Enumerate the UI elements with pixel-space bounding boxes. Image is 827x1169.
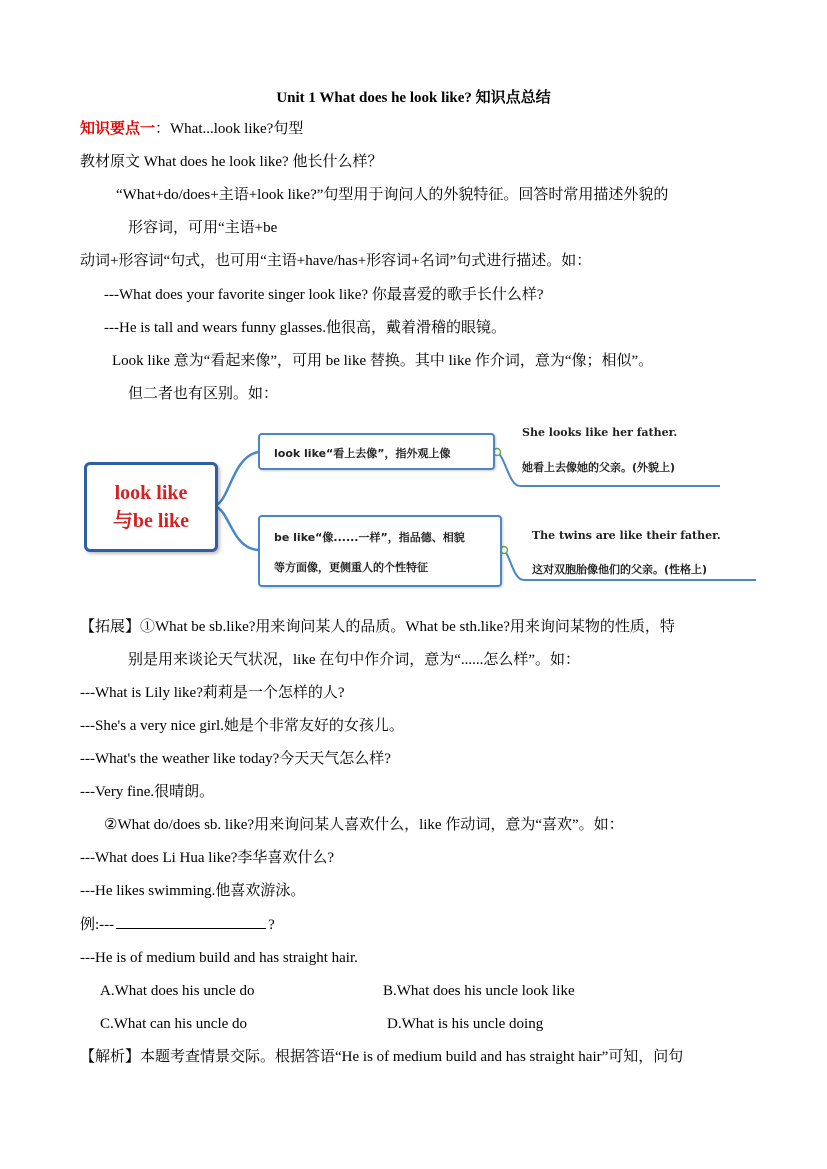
option-b[interactable]: B.What does his uncle look like [383, 983, 575, 999]
knowledge-point-1 [80, 119, 303, 139]
question-answer-line: ---He is of medium build and has straight hair. [80, 950, 358, 966]
mind-map-node-be-like [258, 515, 502, 587]
extension-line-2: 别是用来谈论天气状况，like 在句中作介词，意为“......怎么样”。如： [128, 652, 581, 668]
extension-2-line: ②What do/does sb. like?用来询问某人喜欢什么，like 作动词，意为“喜欢”。如： [104, 817, 624, 833]
extension-example-5: ---What does Li Hua like?李华喜欢什么? [80, 850, 335, 866]
option-d[interactable]: D.What is his uncle doing [387, 1016, 544, 1032]
mind-map-root-line-1: look like [114, 482, 188, 504]
source-text-line: 教材原文 What does he look like? 他长什么样？ [80, 154, 383, 170]
extension-example-3: ---What's the weather like today?今天天气怎么样? [80, 751, 391, 767]
mind-map-example-2-en: The twins are like their father. [532, 529, 721, 542]
mind-map-example-1-cn: 她看上去像她的父亲。(外貌上) [522, 461, 676, 474]
paragraph-2-line-2: 但二者也有区别。如： [128, 386, 279, 402]
analysis-line: 【解析】本题考查情景交际。根据答语“He is of medium build and has straight hair”可知，问句 [80, 1049, 684, 1065]
paragraph-1-line-2: 形容词，可用“主语+be [128, 220, 278, 236]
answer-blank[interactable] [116, 914, 266, 929]
extension-example-6: ---He likes swimming.他喜欢游泳。 [80, 883, 306, 899]
extension-example-1: ---What is Lily like?莉莉是一个怎样的人? [80, 685, 345, 701]
mind-map-example-1-en: She looks like her father. [522, 426, 678, 439]
question-prefix: 例:--- [80, 917, 115, 933]
paragraph-2-line-1: Look like 意为“看起来像”，可用 be like 替换。其中 like 作介词，意为“像；相似”。 [112, 353, 654, 369]
knowledge-point-text: ：What...look like?句型 [155, 121, 304, 137]
mind-map-root-line-2: 与be like [112, 510, 190, 532]
mind-map-node-look-like: look like“看上去像”，指外观上像 [258, 433, 495, 470]
mind-map-node-be-like-line-1: be like“像......一样”，指品德、相貌 [274, 531, 465, 544]
example-line-2: ---He is tall and wears funny glasses.他很高，戴着滑稽的眼镜。 [104, 320, 507, 336]
paragraph-1-line-1: “What+do/does+主语+look like?”句型用于询问人的外貌特征。回答时常用描述外貌的 [116, 187, 669, 203]
extension-line-1: 【拓展】①What be sb.like?用来询问某人的品质。What be sth.like?用来询问某物的性质，特 [80, 619, 675, 635]
question-line [80, 914, 275, 935]
option-c[interactable]: C.What can his uncle do [100, 1016, 248, 1032]
question-suffix: ? [268, 917, 275, 933]
mind-map [80, 418, 760, 598]
paragraph-1-line-3: 动词+形容词“句式，也可用“主语+have/has+形容词+名词”句式进行描述。如： [80, 253, 592, 269]
knowledge-point-label: 知识要点一 [80, 121, 156, 137]
mind-map-node-be-like-line-2: 等方面像，更侧重人的个性特征 [274, 561, 428, 574]
mind-map-example-2-cn: 这对双胞胎像他们的父亲。(性格上) [532, 563, 708, 576]
option-a[interactable]: A.What does his uncle do [100, 983, 255, 999]
example-line-1: ---What does your favorite singer look like? 你最喜爱的歌手长什么样? [104, 287, 544, 303]
extension-example-4: ---Very fine.很晴朗。 [80, 784, 215, 800]
page-title: Unit 1 What does he look like? 知识点总结 [276, 90, 551, 106]
mind-map-root [84, 462, 218, 552]
extension-example-2: ---She's a very nice girl.她是个非常友好的女孩儿。 [80, 718, 404, 734]
